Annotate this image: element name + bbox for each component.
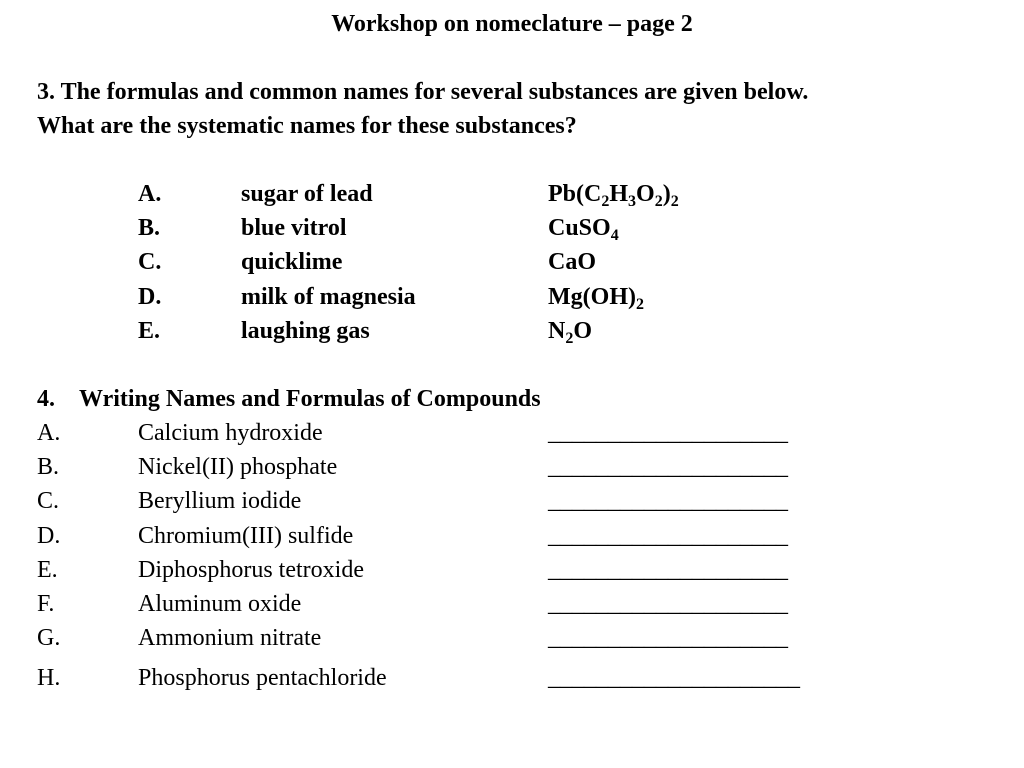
q3-item-formula: $N_2O$	[548, 318, 593, 347]
q4-answer-blank: ____________________	[548, 420, 788, 446]
q3-item-common-name: milk of magnesia	[241, 284, 416, 310]
q3-item	[0, 245, 1024, 279]
q4-answer-blank: ____________________	[548, 488, 788, 514]
q4-answer-blank: ____________________	[548, 523, 788, 549]
q3-item	[0, 177, 1024, 211]
question-3-prompt-line-1: 3. The formulas and common names for several substances are given below.	[37, 79, 809, 105]
q4-item	[0, 553, 1024, 587]
q3-item-common-name: laughing gas	[241, 318, 370, 344]
q4-item-compound-name: Ammonium nitrate	[138, 625, 322, 651]
q3-item-common-name: blue vitrol	[241, 215, 347, 241]
q4-item-letter: E.	[37, 557, 58, 583]
q4-item-compound-name: Phosphorus pentachloride	[138, 665, 387, 691]
q4-item	[0, 621, 1024, 655]
q4-item	[0, 519, 1024, 553]
q4-item-letter: F.	[37, 591, 55, 617]
q4-item-letter: B.	[37, 454, 60, 480]
q4-item-letter: A.	[37, 420, 61, 446]
q4-answer-blank: ____________________	[548, 625, 788, 651]
question-3-prompt-line-2: What are the systematic names for these substances?	[37, 113, 577, 139]
q4-answer-blank: ____________________	[548, 454, 788, 480]
q4-item-compound-name: Diphosphorus tetroxide	[138, 557, 364, 583]
q3-item-formula: $Pb(C_2H_3O_2)_2$	[548, 181, 679, 210]
q3-item-letter: E.	[138, 318, 161, 344]
q4-item-letter: D.	[37, 523, 61, 549]
q4-answer-blank: ____________________	[548, 591, 788, 617]
q4-item-compound-name: Nickel(II) phosphate	[138, 454, 338, 480]
q4-item	[0, 587, 1024, 621]
q3-item-letter: D.	[138, 284, 162, 310]
q4-item-compound-name: Calcium hydroxide	[138, 420, 323, 446]
q4-item-letter: G.	[37, 625, 61, 651]
q4-item	[0, 661, 1024, 695]
q4-item	[0, 450, 1024, 484]
q3-item-formula: CaO	[548, 249, 596, 275]
q3-item-formula: $Mg(OH)_2$	[548, 284, 644, 313]
q3-item	[0, 280, 1024, 314]
question-4-number: 4.	[37, 386, 55, 412]
q3-item-common-name: quicklime	[241, 249, 343, 275]
q4-item	[0, 416, 1024, 450]
q4-item-letter: H.	[37, 665, 61, 691]
q3-item-formula: CuSO$_4$	[548, 215, 619, 244]
q3-item-letter: A.	[138, 181, 162, 207]
q3-item	[0, 211, 1024, 245]
question-4-title: Writing Names and Formulas of Compounds	[79, 386, 541, 412]
q4-answer-blank: _____________________	[548, 665, 800, 691]
page-title: Workshop on nomeclature – page 2	[331, 11, 693, 37]
q4-item-compound-name: Beryllium iodide	[138, 488, 302, 514]
q3-item-letter: B.	[138, 215, 161, 241]
q3-item-common-name: sugar of lead	[241, 181, 373, 207]
q4-answer-blank: ____________________	[548, 557, 788, 583]
q4-item	[0, 484, 1024, 518]
q4-item-letter: C.	[37, 488, 60, 514]
q4-item-compound-name: Chromium(III) sulfide	[138, 523, 354, 549]
q4-item-compound-name: Aluminum oxide	[138, 591, 302, 617]
q3-item	[0, 314, 1024, 348]
q3-item-letter: C.	[138, 249, 162, 275]
